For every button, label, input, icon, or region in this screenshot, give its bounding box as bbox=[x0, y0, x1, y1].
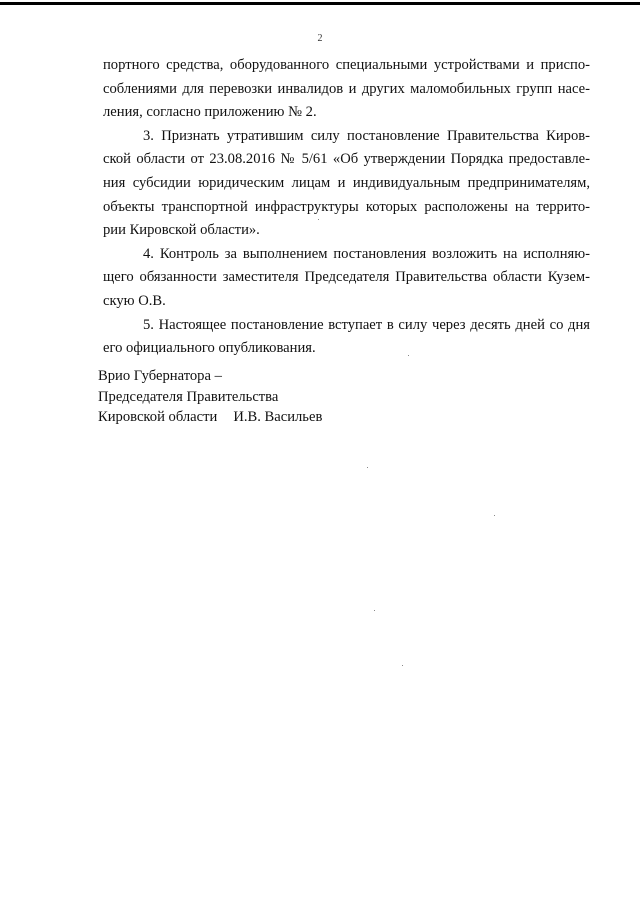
signatory-title-line-3: Кировской области bbox=[98, 409, 218, 425]
text-line: портного средства, оборудованного специальными устройствами и приспо- bbox=[103, 57, 590, 73]
text-line: 5. Настоящее постановление вступает в силу через десять дней со дня bbox=[143, 316, 590, 333]
text-line: рии Кировской области». bbox=[103, 222, 260, 239]
text-line: скую О.В. bbox=[103, 292, 166, 309]
document-body bbox=[103, 54, 590, 361]
signatory-title-line-3-row bbox=[98, 407, 322, 428]
page-number: 2 bbox=[317, 33, 323, 44]
paragraph-item-3 bbox=[103, 125, 590, 243]
paragraph-item-4 bbox=[103, 243, 590, 314]
scan-speck bbox=[402, 665, 403, 666]
signature-block bbox=[98, 366, 322, 428]
scan-speck bbox=[494, 515, 495, 516]
scan-speck bbox=[408, 355, 409, 356]
scan-speck bbox=[374, 610, 375, 611]
text-line: ской области от 23.08.2016 № 5/61 «Об утверждении Порядка предоставле- bbox=[103, 151, 590, 168]
text-line: соблениями для перевозки инвалидов и других маломобильных групп насе- bbox=[103, 80, 590, 97]
text-line: ления, согласно приложению № 2. bbox=[103, 104, 317, 121]
scan-speck bbox=[318, 219, 319, 220]
paragraph-item-5 bbox=[103, 314, 590, 361]
text-line: 4. Контроль за выполнением постановления возложить на исполняю- bbox=[143, 245, 590, 262]
top-border-rule bbox=[0, 2, 640, 5]
signatory-title-line-1: Врио Губернатора – bbox=[98, 368, 222, 384]
signatory-title-line-2: Председателя Правительства bbox=[98, 388, 279, 405]
text-line: объекты транспортной инфраструктуры которых расположены на террито- bbox=[103, 198, 590, 215]
text-line: его официального опубликования. bbox=[103, 340, 316, 357]
text-line: ния субсидии юридическим лицам и индивидуальным предпринимателям, bbox=[103, 174, 590, 191]
text-line: 3. Признать утратившим силу постановление Правительства Киров- bbox=[143, 127, 590, 144]
paragraph-continuation bbox=[103, 54, 590, 125]
text-line: щего обязанности заместителя Председателя Правительства области Кузем- bbox=[103, 269, 590, 286]
signatory-name: И.В. Васильев bbox=[233, 409, 323, 425]
scan-speck bbox=[367, 467, 368, 468]
